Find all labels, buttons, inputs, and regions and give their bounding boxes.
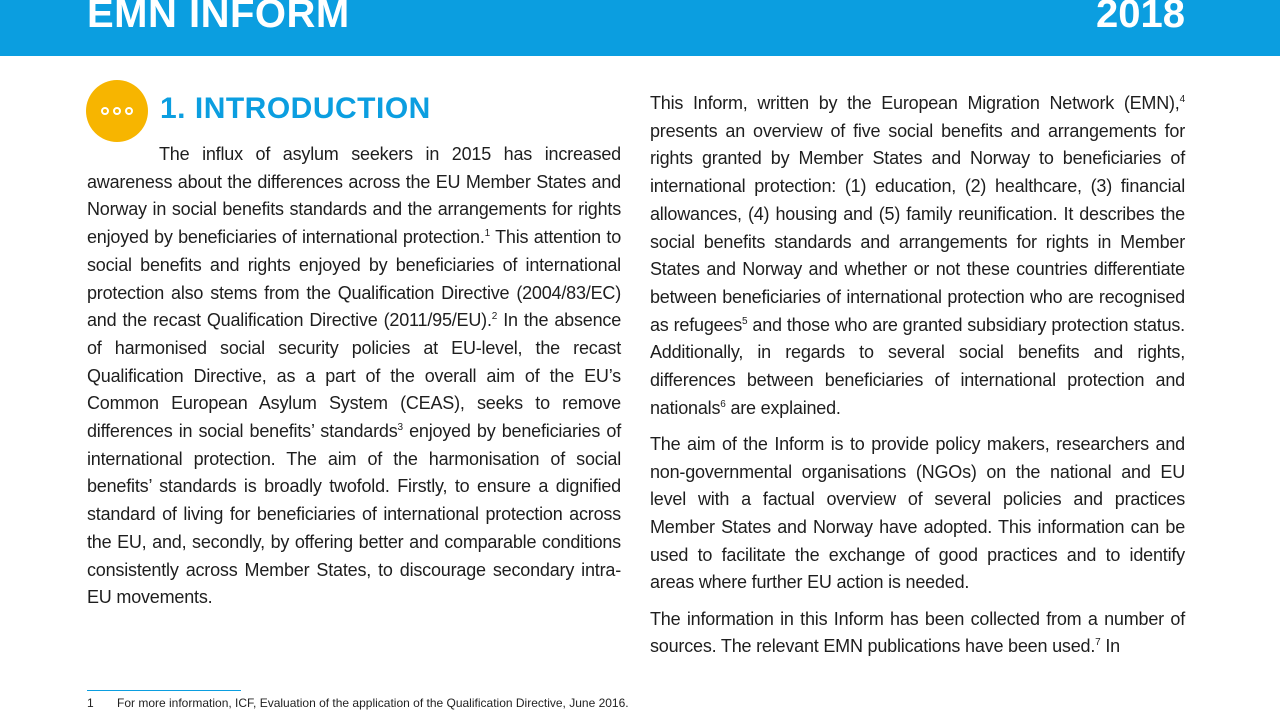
footnote-ref[interactable]: 5 [742,315,748,327]
paragraph: The aim of the Inform is to provide policy makers, researchers and non-governmental organisations (NGOs) on the national and EU level with a factual overview of several policies and practices Member States and Norway have adopted. This information can be used to facilitate the exchange of good practices and to identify areas where further EU action is needed. [650,433,1185,593]
footnote-ref[interactable]: 1 [484,228,491,240]
section-heading: 1. INTRODUCTION [160,92,431,125]
paragraph [650,90,1185,422]
left-column [87,141,621,612]
body-text: This attention to social benefits and rights enjoyed by beneficiaries of international protection also stems from the Qualification Directive (2004/83/EC) and the recast Qualification Directive (2011/95/EU). [87,227,622,331]
body-text: and those who are granted subsidiary protection status. Additionally, in regards to several social benefits and rights, differences between beneficiaries of international protection and nationals [650,314,1185,418]
footnote-text: For more information, ICF, Evaluation of the application of the Qualification Directive, June 2016. [117,696,629,710]
ellipsis-dots-icon [86,80,148,142]
footnote-number: 1 [87,696,94,710]
publication-title: EMN INFORM [87,0,350,36]
footnote-ref[interactable]: 6 [720,398,726,410]
body-text: presents an overview of five social benefits and arrangements for rights granted by Member States and Norway to beneficiaries of international protection: (1) education, (2) healthcare, (3) financial allowances, (4) housing and (5) family reunification. It describes the social benefits standards and arrangements for rights in Member States and Norway and whether or not these countries differentiate between beneficiaries of international protection who are recognised as refugees [650,120,1185,335]
paragraph [650,606,1185,661]
body-text: enjoyed by beneficiaries of international protection. The aim of the harmonisation of social benefits’ standards is broadly twofold. Firstly, to ensure a dignified standard of living for beneficiaries of international protection across the EU, and, secondly, by offering better and comparable conditions consistently across Member States, to discourage secondary intra-EU movements. [87,421,621,608]
footnote-ref[interactable]: 7 [1095,637,1101,649]
footnote-ref[interactable]: 4 [1179,94,1185,105]
body-text: In [1100,636,1120,657]
body-text: are explained. [725,397,841,418]
footnote-ref[interactable]: 2 [491,311,498,323]
body-text: The information in this Inform has been collected from a number of sources. The relevant EMN publications have been used. [650,608,1185,657]
body-text: In the absence of harmonised social security policies at EU-level, the recast Qualification Directive, as a part of the overall aim of the EU’s Common European Asylum System (CEAS), seeks to remove differences in social benefits’ standards [87,310,622,442]
footnote-divider [87,690,241,691]
body-text: This Inform, written by the European Migration Network (EMN), [650,93,1180,113]
body-text: The influx of asylum seekers in 2015 has increased awareness about the differences across the EU Member States and Norway in social benefits standards and the arrangements for rights enjoyed by beneficiaries of international protection. [87,144,621,248]
footnote-ref[interactable]: 3 [397,422,403,434]
right-column [650,90,1185,661]
publication-year: 2018 [1096,0,1185,36]
dot-shape [101,107,109,115]
dot-shape [113,107,121,115]
footnote [87,695,629,711]
header-banner [0,0,1280,56]
dot-shape [125,107,133,115]
paragraph [87,141,621,612]
